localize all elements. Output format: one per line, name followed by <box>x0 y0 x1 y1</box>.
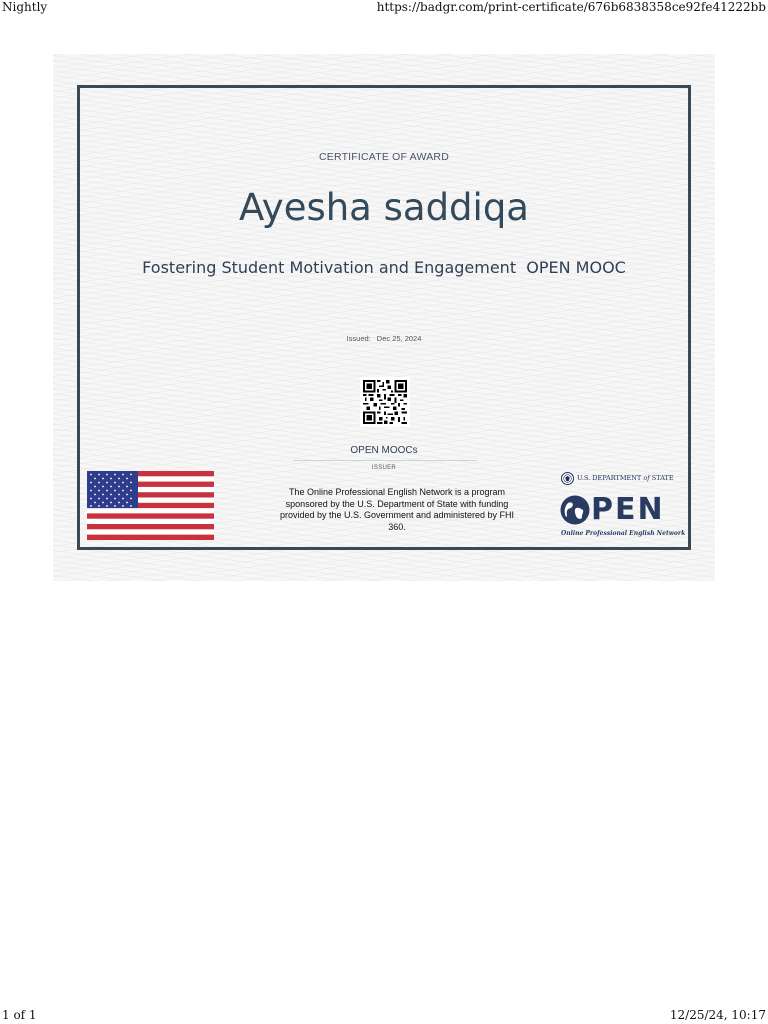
state-department-seal-icon <box>561 472 574 485</box>
issuer-label: ISSUER <box>371 465 397 471</box>
issued-line <box>80 334 688 343</box>
us-flag-icon <box>87 471 214 540</box>
issuer-divider <box>293 460 477 461</box>
certificate-url: https://badgr.com/print-certificate/676b6838358ce92fe41222bb <box>376 0 766 14</box>
browser-name: Nightly <box>2 0 48 14</box>
print-footer <box>0 1008 768 1024</box>
print-timestamp: 12/25/24, 10:17 <box>669 1008 766 1022</box>
qr-code-graphic <box>363 380 407 424</box>
globe-o-icon <box>559 494 591 526</box>
award-label: CERTIFICATE OF AWARD <box>318 151 449 163</box>
page-count: 1 of 1 <box>2 1008 37 1022</box>
qr-code-icon[interactable] <box>360 377 410 427</box>
open-tagline: Online Professional English Network <box>561 530 686 537</box>
badge-title: Fostering Student Motivation and Engagement OPEN MOOC <box>142 258 626 277</box>
issuer-name: OPEN MOOCs <box>350 445 418 456</box>
sponsor-statement: The Online Professional English Network is a program sponsored by the U.S. Department of State with funding provided by the U.S. Government and administered by FHI 360. <box>279 487 515 532</box>
issued-date: Dec 25, 2024 <box>376 334 422 343</box>
print-header <box>0 0 768 18</box>
state-department-mark <box>561 471 687 485</box>
open-wordmark: PEN <box>591 492 665 527</box>
issued-label: Issued: <box>346 334 371 343</box>
recipient-name: Ayesha saddiqa <box>239 186 529 229</box>
certificate-frame <box>77 85 691 550</box>
open-logo <box>559 491 685 529</box>
state-department-text: U.S. DEPARTMENT of STATE <box>577 474 674 482</box>
certificate-sheet <box>53 54 715 581</box>
